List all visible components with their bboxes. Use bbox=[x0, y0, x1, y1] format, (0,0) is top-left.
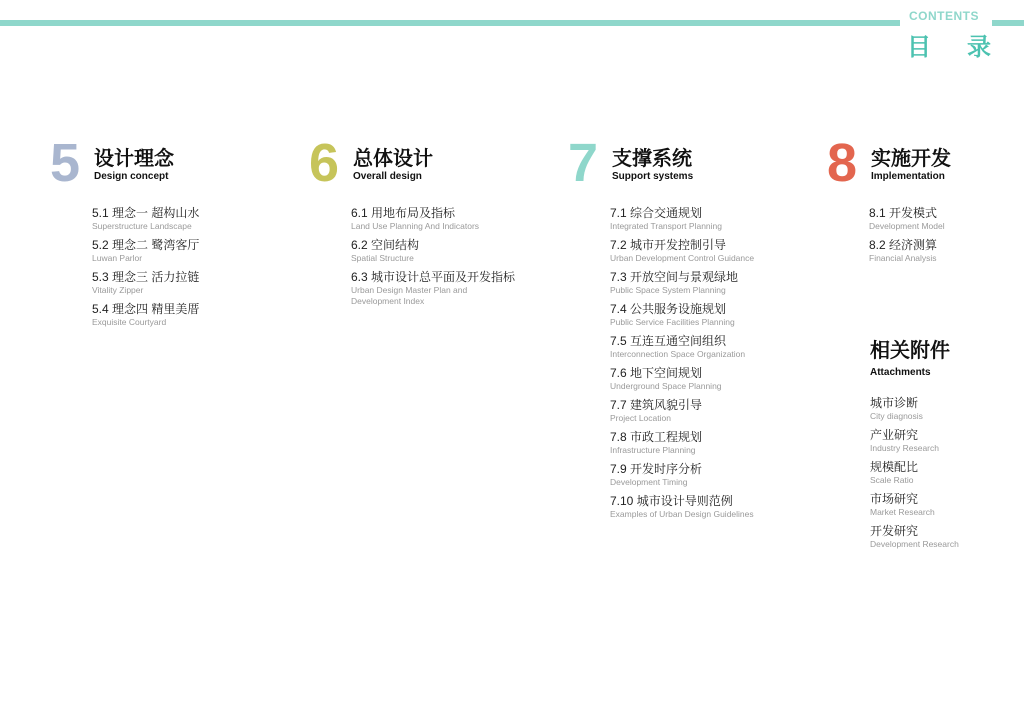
toc-item-title: 5.4 理念四 精里美厝 bbox=[92, 302, 200, 316]
toc-item-subtitle: Public Space System Planning bbox=[610, 285, 726, 295]
toc-item-subtitle: Land Use Planning And Indicators bbox=[351, 221, 480, 231]
section-subtitle: Overall design bbox=[353, 171, 422, 182]
toc-item-title: 5.3 理念三 活力拉链 bbox=[92, 270, 200, 284]
toc-item-title: 7.10 城市设计导则范例 bbox=[610, 494, 733, 508]
toc-item-subtitle: Infrastructure Planning bbox=[610, 445, 696, 455]
toc-item-subtitle: Development Timing bbox=[610, 477, 688, 487]
contents-label-en: CONTENTS bbox=[909, 9, 979, 23]
contents-label-cn bbox=[907, 27, 991, 62]
toc-item-title: 7.4 公共服务设施规划 bbox=[610, 302, 727, 316]
section-title: 支撑系统 bbox=[612, 148, 692, 170]
toc-item-title: 8.1 开发模式 bbox=[869, 206, 938, 220]
attachment-item[interactable] bbox=[870, 492, 1020, 518]
toc-item-subtitle: Project Location bbox=[610, 413, 671, 423]
toc-item[interactable] bbox=[610, 334, 810, 360]
toc-item-title: 5.1 理念一 超构山水 bbox=[92, 206, 200, 220]
toc-item-subtitle: Spatial Structure bbox=[351, 253, 414, 263]
toc-item[interactable] bbox=[610, 206, 810, 232]
header-accent-bar bbox=[0, 20, 900, 26]
toc-item-title: 7.5 互连互通空间组织 bbox=[610, 334, 727, 348]
toc-item[interactable] bbox=[610, 302, 810, 328]
toc-item-title: 8.2 经济测算 bbox=[869, 238, 938, 252]
toc-item-title: 7.6 地下空间规划 bbox=[610, 366, 703, 380]
toc-item[interactable] bbox=[610, 462, 810, 488]
attachment-item-title: 市场研究 bbox=[870, 492, 919, 506]
section-subtitle: Design concept bbox=[94, 171, 169, 182]
section-subtitle: Implementation bbox=[871, 171, 945, 182]
section-number: 6 bbox=[309, 133, 340, 193]
toc-item-title: 7.7 建筑风貌引导 bbox=[610, 398, 703, 412]
attachment-item[interactable] bbox=[870, 460, 1020, 486]
toc-item[interactable] bbox=[610, 494, 810, 520]
toc-item-subtitle: Exquisite Courtyard bbox=[92, 317, 167, 327]
toc-item[interactable] bbox=[92, 206, 292, 232]
attachment-item[interactable] bbox=[870, 396, 1020, 422]
toc-item[interactable] bbox=[351, 238, 551, 264]
toc-item[interactable] bbox=[92, 238, 292, 264]
toc-item[interactable] bbox=[610, 238, 810, 264]
section-items bbox=[869, 206, 1019, 270]
attachment-item-subtitle: Scale Ratio bbox=[870, 475, 914, 485]
contents-cn-char-1: 目 bbox=[907, 34, 931, 61]
toc-item-subtitle: Superstructure Landscape bbox=[92, 221, 192, 231]
section-subtitle: Support systems bbox=[612, 171, 694, 182]
attachment-item[interactable] bbox=[870, 524, 1020, 550]
toc-item-title: 6.2 空间结构 bbox=[351, 238, 420, 252]
toc-item-title: 7.9 开发时序分析 bbox=[610, 462, 703, 476]
toc-item-subtitle: Interconnection Space Organization bbox=[610, 349, 746, 359]
toc-item[interactable] bbox=[92, 270, 292, 296]
toc-item-subtitle: Urban Development Control Guidance bbox=[610, 253, 755, 263]
attachments-items bbox=[870, 396, 1020, 550]
toc-item-subtitle: Integrated Transport Planning bbox=[610, 221, 722, 231]
attachment-item-title: 开发研究 bbox=[870, 524, 919, 538]
attachment-item-subtitle: Industry Research bbox=[870, 443, 939, 453]
toc-item-subtitle: Development Model bbox=[869, 221, 945, 231]
attachment-item-subtitle: Market Research bbox=[870, 507, 935, 517]
section-title: 实施开发 bbox=[871, 148, 951, 170]
toc-item-title: 6.1 用地布局及指标 bbox=[351, 206, 456, 220]
section-items bbox=[610, 206, 810, 526]
toc-item-subtitle: Financial Analysis bbox=[869, 253, 937, 263]
attachments-subtitle: Attachments bbox=[870, 367, 931, 378]
attachment-item-title: 规模配比 bbox=[870, 460, 919, 474]
section-items bbox=[92, 206, 292, 334]
section-title: 设计理念 bbox=[94, 148, 174, 170]
attachment-item-title: 产业研究 bbox=[870, 428, 919, 442]
toc-item[interactable] bbox=[610, 398, 810, 424]
toc-item-title: 7.8 市政工程规划 bbox=[610, 430, 703, 444]
section-title: 总体设计 bbox=[353, 148, 433, 170]
toc-item-title: 6.3 城市设计总平面及开发指标 bbox=[351, 270, 516, 284]
attachment-item[interactable] bbox=[870, 428, 1020, 454]
header-accent-bar-right bbox=[992, 20, 1024, 26]
toc-item-subtitle: Public Service Facilities Planning bbox=[610, 317, 735, 327]
toc-item[interactable] bbox=[869, 238, 1019, 264]
toc-item-title: 5.2 理念二 鹭湾客厅 bbox=[92, 238, 200, 252]
toc-item[interactable] bbox=[92, 302, 292, 328]
attachments-title: 相关附件 bbox=[870, 340, 950, 362]
section-items bbox=[351, 206, 551, 313]
toc-item-subtitle: Luwan Parlor bbox=[92, 253, 143, 263]
section-number: 5 bbox=[50, 133, 81, 193]
toc-item[interactable] bbox=[351, 270, 551, 307]
toc-item-title: 7.1 综合交通规划 bbox=[610, 206, 703, 220]
section-number: 8 bbox=[827, 133, 858, 193]
contents-cn-char-2: 录 bbox=[967, 34, 991, 61]
toc-item[interactable] bbox=[610, 270, 810, 296]
attachment-item-subtitle: Development Research bbox=[870, 539, 959, 549]
toc-item-subtitle: Urban Design Master Plan and Development Index bbox=[351, 285, 468, 306]
toc-item[interactable] bbox=[869, 206, 1019, 232]
toc-item[interactable] bbox=[610, 430, 810, 456]
attachment-item-title: 城市诊断 bbox=[870, 396, 919, 410]
toc-item-title: 7.2 城市开发控制引导 bbox=[610, 238, 727, 252]
toc-item[interactable] bbox=[351, 206, 551, 232]
toc-item-title: 7.3 开放空间与景观绿地 bbox=[610, 270, 739, 284]
toc-item-subtitle: Examples of Urban Design Guidelines bbox=[610, 509, 754, 519]
attachment-item-subtitle: City diagnosis bbox=[870, 411, 923, 421]
toc-item-subtitle: Underground Space Planning bbox=[610, 381, 722, 391]
section-number: 7 bbox=[568, 133, 599, 193]
toc-item[interactable] bbox=[610, 366, 810, 392]
toc-item-subtitle: Vitality Zipper bbox=[92, 285, 144, 295]
attachments-section bbox=[870, 334, 1020, 556]
